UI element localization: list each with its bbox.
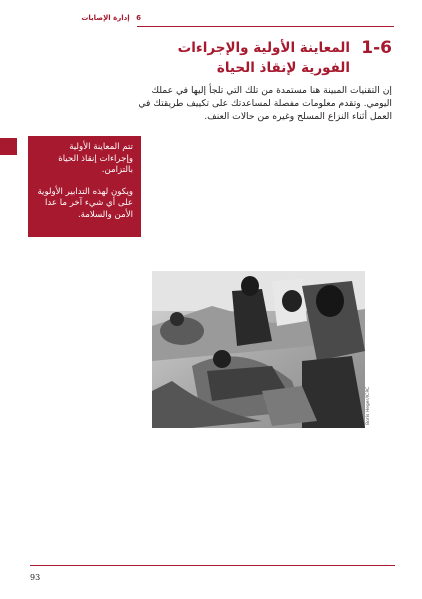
section-number: 1-6 (361, 38, 392, 58)
footer-rule (30, 565, 395, 566)
section-heading (142, 38, 392, 78)
chapter-title: إدارة الإصابات (81, 14, 130, 22)
section-title: المعاينة الأولية والإجراءات الفورية لإنقاذ الحياة (177, 40, 350, 76)
header-rule (137, 26, 394, 27)
photo-credit: Boris Heger/ICRC (366, 386, 371, 425)
callout-text-2: ويكون لهذه التدابير الأولوية على أي شيء آخر ما عدا الأمن والسلامة. (37, 186, 133, 220)
sidebar-callout (28, 136, 141, 237)
photo-illustration (152, 271, 365, 428)
chapter-number: 6 (136, 14, 141, 22)
photo-injured-people (152, 271, 365, 428)
body-paragraph: إن التقنيات المبينة هنا مستمدة من تلك التي تلجأ إليها في عملك اليومي. وتقدم معلومات مفصلة لمساعدتك على تكييف طريقتك في العمل أثناء النزاع المسلح وغيره من حالات العنف. (138, 85, 392, 122)
margin-tab (0, 138, 17, 155)
page-number: 93 (30, 573, 41, 582)
running-head (81, 14, 141, 22)
callout-text-1: تتم المعاينة الأولية وإجراءات إنقاذ الحياة بالتزامن. (58, 142, 133, 175)
